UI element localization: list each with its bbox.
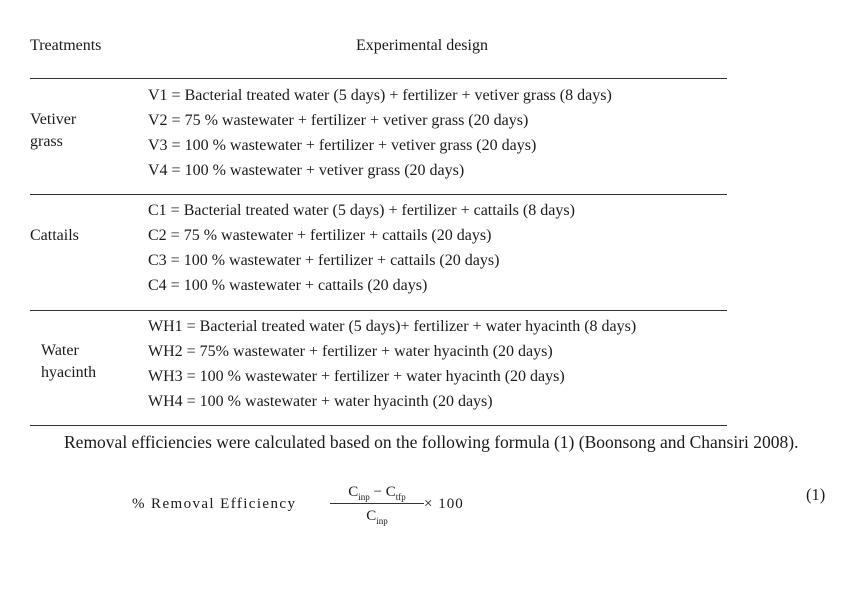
table-row: V3 = 100 % wastewater + fertilizer + vetiver grass (20 days) [148,137,537,154]
table-rule-bottom [30,425,727,426]
table-row: V2 = 75 % wastewater + fertilizer + vetiver grass (20 days) [148,112,529,129]
numerator-c-output: C [385,484,396,500]
table-rule-1 [30,194,727,195]
group-label-vetiver-line2: grass [30,133,63,150]
table-row: C2 = 75 % wastewater + fertilizer + cattails (20 days) [148,227,492,244]
table-rule-top [30,78,727,79]
numerator-c-output-subscript: tfp [395,492,406,502]
group-label-water-hyacinth [41,340,96,384]
table-row: WH4 = 100 % wastewater + water hyacinth (20 days) [148,393,493,410]
numerator-minus: − [369,484,386,500]
fraction-bar [330,503,424,504]
equation-times-100: × 100 [424,496,464,512]
equation-denominator [330,506,424,526]
equation-label: % Removal Efficiency [132,496,297,512]
table-row: V1 = Bacterial treated water (5 days) + fertilizer + vetiver grass (8 days) [148,87,612,104]
group-label-vetiver-line1: Vetiver [30,111,77,128]
design-list-vetiver [148,83,612,183]
header-experimental-design: Experimental design [356,37,488,54]
group-label-vetiver [30,109,76,153]
design-list-water-hyacinth [148,314,636,414]
table-row: WH3 = 100 % wastewater + fertilizer + water hyacinth (20 days) [148,368,565,385]
body-paragraph: Removal efficiencies were calculated based on the following formula (1) (Boonsong and Chansiri 2008). [64,432,799,452]
table-row: WH1 = Bacterial treated water (5 days)+ fertilizer + water hyacinth (8 days) [148,318,637,335]
equation-number: (1) [806,485,826,504]
numerator-c-input-subscript: inp [358,492,370,502]
equation-fraction [330,482,424,526]
table-row: C3 = 100 % wastewater + fertilizer + cattails (20 days) [148,252,500,269]
group-label-cattails: Cattails [30,227,79,244]
table-row: V4 = 100 % wastewater + vetiver grass (20 days) [148,162,465,179]
denominator-c-input: C [366,508,377,524]
group-label-hyacinth-line1: Water [41,342,79,359]
design-list-cattails [148,198,575,298]
table-row: C4 = 100 % wastewater + cattails (20 days) [148,277,428,294]
header-treatments: Treatments [30,37,102,54]
table-row: C1 = Bacterial treated water (5 days) + fertilizer + cattails (8 days) [148,202,575,219]
table-rule-2 [30,310,727,311]
denominator-c-input-subscript: inp [376,516,388,526]
group-label-hyacinth-line2: hyacinth [41,364,97,381]
numerator-c-input: C [348,484,359,500]
equation-numerator [330,482,424,502]
table-row: WH2 = 75% wastewater + fertilizer + water hyacinth (20 days) [148,343,553,360]
